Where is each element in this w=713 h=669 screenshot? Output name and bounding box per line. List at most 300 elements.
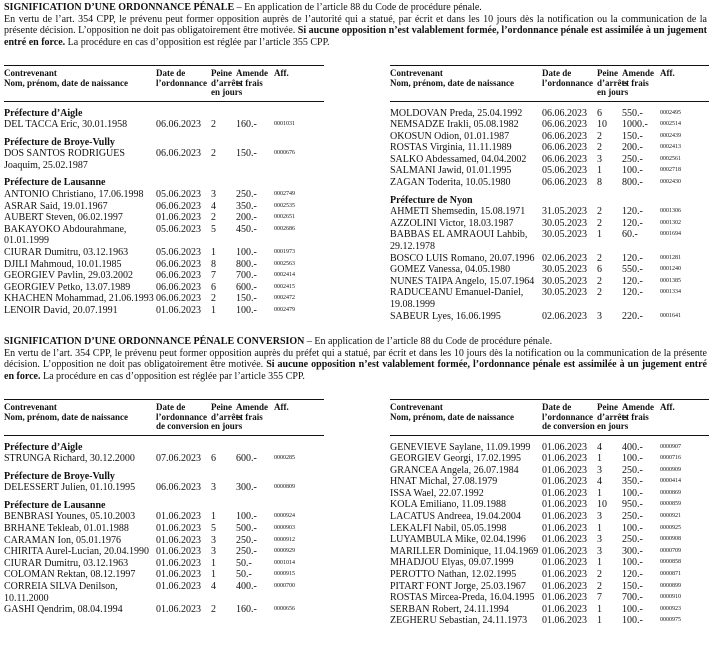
order-date: 01.06.2023 <box>156 523 201 535</box>
table-row <box>4 482 324 494</box>
fine-amount: 350.- <box>622 476 643 488</box>
fine-amount: 100.- <box>236 511 257 523</box>
table-header <box>390 399 709 436</box>
detention-days: 1 <box>211 305 216 316</box>
detention-days: 4 <box>211 200 216 212</box>
offender-name: BRHANE Tekleab, 01.01.1988 <box>4 523 129 535</box>
offender-name: DELESSERT Julien, 01.10.1995 <box>4 482 136 494</box>
table-header <box>4 65 324 102</box>
case-number: 0001973 <box>274 249 295 256</box>
fine-amount: 120.- <box>622 287 643 299</box>
detention-days: 1 <box>597 557 602 569</box>
table-row <box>4 511 324 523</box>
case-number: 0002718 <box>660 167 681 174</box>
table-row <box>390 592 709 604</box>
column-header-name: Contrevenant Nom, prénom, date de naissance <box>390 402 514 422</box>
table-row <box>4 546 324 558</box>
detention-days: 6 <box>211 281 216 293</box>
case-number: 0000929 <box>274 548 295 555</box>
case-number: 0001031 <box>274 121 295 128</box>
case-number: 0002535 <box>274 202 295 209</box>
offender-name: LEKALFI Nabil, 05.05.1998 <box>390 522 507 534</box>
fine-amount: 100.- <box>622 453 643 465</box>
order-date: 30.05.2023 <box>542 287 587 299</box>
table-row <box>390 229 709 252</box>
order-date: 30.05.2023 <box>542 264 587 276</box>
offender-name: SERBAN Robert, 24.11.1994 <box>390 603 509 615</box>
detention-days: 1 <box>597 165 602 177</box>
order-date: 07.06.2023 <box>156 453 201 465</box>
case-number: 0000700 <box>274 583 295 590</box>
offender-name: ROSTAS Virginia, 11.11.1989 <box>390 142 512 154</box>
order-date: 01.06.2023 <box>542 545 587 557</box>
order-date: 06.06.2023 <box>156 270 201 282</box>
table-row <box>390 287 709 310</box>
offender-name: KHACHEN Mohammad, 21.06.1993 <box>4 293 154 305</box>
order-date: 06.06.2023 <box>156 293 201 305</box>
case-number: 0002749 <box>274 191 295 198</box>
offender-name: GEORGIEV Georgi, 17.02.1995 <box>390 453 522 465</box>
fine-amount: 120.- <box>622 252 643 264</box>
offender-name: RADUCEANU Emanuel-Daniel, 19.08.1999 <box>390 287 524 310</box>
case-number: 0002413 <box>660 144 681 151</box>
table-row <box>4 523 324 535</box>
order-date: 01.06.2023 <box>156 546 201 558</box>
offender-name: OKOSUN Odion, 01.01.1987 <box>390 130 510 142</box>
offender-name: DOS SANTOS RODRIGUES Joaquim, 25.02.1987 <box>4 148 125 171</box>
table-row <box>4 224 324 247</box>
fine-amount: 100.- <box>622 165 643 177</box>
order-date: 30.05.2023 <box>542 275 587 287</box>
order-date: 01.06.2023 <box>542 592 587 604</box>
detention-days: 2 <box>597 275 602 287</box>
detention-days: 5 <box>211 523 216 535</box>
offender-name: BENBRASI Younes, 05.10.2003 <box>4 511 136 523</box>
detention-days: 2 <box>597 142 602 154</box>
detention-days: 3 <box>597 534 602 546</box>
case-number: 0000923 <box>660 605 681 612</box>
order-date: 02.06.2023 <box>542 310 587 322</box>
table-row <box>390 131 709 143</box>
case-number: 0002514 <box>660 121 681 128</box>
detention-days: 1 <box>597 615 602 627</box>
order-date: 01.06.2023 <box>542 603 587 615</box>
fine-amount: 200.- <box>622 142 643 154</box>
case-number: 0002414 <box>274 272 295 279</box>
case-number: 0001385 <box>660 277 681 284</box>
fine-amount: 300.- <box>236 482 257 494</box>
case-number: 0002439 <box>660 132 681 139</box>
fine-amount: 450.- <box>236 223 257 235</box>
offender-name: ASRAR Said, 19.01.1967 <box>4 200 108 212</box>
offender-name: GRANCEA Angela, 26.07.1984 <box>390 464 519 476</box>
offender-name: BOSCO LUIS Romano, 20.07.1996 <box>390 252 535 264</box>
case-number: 0001334 <box>660 289 681 296</box>
order-date: 30.05.2023 <box>542 229 587 241</box>
case-number: 0001302 <box>660 219 681 226</box>
section1-title-rest: – En application de l’article 88 du Code de procédure pénale. <box>234 2 482 13</box>
offender-name: CARAMAN Ion, 05.01.1976 <box>4 534 121 546</box>
detention-days: 10 <box>597 119 607 131</box>
column-header-fine: Amende et frais <box>236 402 268 422</box>
case-number: 0002561 <box>660 155 681 162</box>
section1-body-end: La procédure en cas d’opposition est réglée par l’article 355 CPP. <box>65 36 330 48</box>
fine-amount: 800.- <box>236 258 257 270</box>
detention-days: 4 <box>597 476 602 488</box>
case-number: 0000859 <box>660 501 681 508</box>
offender-name: GASHI Qendrim, 08.04.1994 <box>4 604 123 616</box>
fine-amount: 500.- <box>236 523 257 535</box>
fine-amount: 300.- <box>622 545 643 557</box>
detention-days: 2 <box>211 293 216 305</box>
table-row <box>390 264 709 276</box>
fine-amount: 100.- <box>622 557 643 569</box>
column-header-date: Date de l’ordonnance de conversion <box>542 402 595 431</box>
detention-days: 3 <box>597 545 602 557</box>
offender-name: SALKO Abdessamed, 04.04.2002 <box>390 153 527 165</box>
offender-name: BABBAS EL AMRAOUI Lahbib, 29.12.1978 <box>390 229 528 253</box>
fine-amount: 100.- <box>622 603 643 615</box>
order-date: 01.06.2023 <box>156 581 201 593</box>
order-date: 01.06.2023 <box>156 557 201 569</box>
fine-amount: 400.- <box>236 581 257 593</box>
table-row <box>4 581 324 604</box>
case-number: 0000709 <box>660 547 681 554</box>
column-header-name: Contrevenant Nom, prénom, date de naissance <box>390 68 514 88</box>
order-date: 01.06.2023 <box>542 499 587 511</box>
offender-name: AUBERT Steven, 06.02.1997 <box>4 212 123 224</box>
case-number: 0000909 <box>660 466 681 473</box>
fine-amount: 120.- <box>622 275 643 287</box>
section2-body-bold: Si aucune opposition n’est valablement formée, l’ordonnance pénale est assimilée à un jugement entré en force. <box>4 359 707 382</box>
order-date: 06.06.2023 <box>156 148 201 160</box>
order-date: 06.06.2023 <box>542 177 587 189</box>
case-number: 0000903 <box>274 525 295 532</box>
order-date: 06.06.2023 <box>156 119 201 131</box>
offender-name: HNAT Michal, 27.08.1979 <box>390 476 498 488</box>
case-number: 0001014 <box>274 559 295 566</box>
order-date: 01.06.2023 <box>542 557 587 569</box>
order-date: 06.06.2023 <box>156 482 201 494</box>
fine-amount: 100.- <box>236 305 257 316</box>
order-date: 01.06.2023 <box>542 441 587 453</box>
column-header-date: Date de l’ordonnance <box>156 68 208 88</box>
prefecture-heading: Préfecture d’Aigle <box>4 441 83 453</box>
case-number: 0000871 <box>660 571 681 578</box>
table-row <box>390 206 709 218</box>
fine-amount: 160.- <box>236 604 257 616</box>
case-number: 0002651 <box>274 214 295 221</box>
detention-days: 6 <box>211 453 216 465</box>
table-row <box>4 119 324 131</box>
fine-amount: 1000.- <box>622 119 648 131</box>
table-row <box>4 569 324 581</box>
detention-days: 1 <box>211 247 216 259</box>
order-date: 06.06.2023 <box>542 153 587 165</box>
order-date: 01.06.2023 <box>542 511 587 523</box>
order-date: 01.06.2023 <box>542 615 587 627</box>
order-date: 01.06.2023 <box>542 464 587 476</box>
detention-days: 2 <box>597 217 602 229</box>
offender-name: CIURAR Dumitru, 03.12.1963 <box>4 247 129 259</box>
table-row <box>390 177 709 189</box>
case-number: 0000414 <box>660 478 681 485</box>
order-date: 01.06.2023 <box>542 580 587 592</box>
case-number: 0000285 <box>274 455 295 462</box>
detention-days: 7 <box>597 592 602 604</box>
fine-amount: 550.- <box>622 107 643 119</box>
fine-amount: 120.- <box>622 217 643 229</box>
table-row <box>390 165 709 177</box>
detention-days: 3 <box>597 464 602 476</box>
detention-days: 1 <box>211 557 216 569</box>
table-row <box>390 488 709 500</box>
fine-amount: 50.- <box>236 557 252 569</box>
order-date: 05.06.2023 <box>156 247 201 259</box>
case-number: 0000921 <box>660 513 681 520</box>
table-row <box>390 581 709 593</box>
offender-name: DJILI Mahmoud, 10.01.1985 <box>4 258 122 270</box>
table-row <box>4 259 324 271</box>
detention-days: 4 <box>597 441 602 453</box>
column-header-aff: Aff. <box>274 68 289 78</box>
case-number: 0002430 <box>660 179 681 186</box>
table-row <box>390 465 709 477</box>
case-number: 0000910 <box>660 594 681 601</box>
case-number: 0000975 <box>660 617 681 624</box>
case-number: 0000912 <box>274 536 295 543</box>
offender-name: SABEUR Lyes, 16.06.1995 <box>390 310 501 322</box>
order-date: 01.06.2023 <box>542 453 587 465</box>
table-row <box>4 189 324 201</box>
column-header-days: Peine d’arrêts en jours <box>211 402 243 431</box>
offender-name: BAKAYOKO Abdourahmane, 01.01.1999 <box>4 223 127 247</box>
table-row <box>4 305 324 317</box>
table-row <box>390 142 709 154</box>
case-number: 0000858 <box>660 559 681 566</box>
section2-title: SIGNIFICATION D’UNE ORDONNANCE PÉNALE CONVERSION <box>4 336 305 347</box>
order-date: 05.06.2023 <box>156 223 201 235</box>
offender-name: NEMSADZE Irakli, 05.08.1982 <box>390 119 519 131</box>
case-number: 0002472 <box>274 295 295 302</box>
table-row <box>4 212 324 224</box>
order-date: 01.06.2023 <box>156 305 201 316</box>
order-date: 06.06.2023 <box>542 142 587 154</box>
fine-amount: 950.- <box>622 499 643 511</box>
order-date: 31.05.2023 <box>542 206 587 218</box>
order-date: 06.06.2023 <box>156 281 201 293</box>
detention-days: 2 <box>211 148 216 160</box>
detention-days: 4 <box>211 581 216 593</box>
fine-amount: 700.- <box>622 592 643 604</box>
section1-table-left <box>4 65 324 317</box>
table-header <box>390 65 709 102</box>
fine-amount: 160.- <box>236 119 257 131</box>
table-row <box>390 615 709 627</box>
detention-days: 8 <box>211 258 216 270</box>
case-number: 0002686 <box>274 225 295 232</box>
offender-name: CHIRITA Aurel-Lucian, 20.04.1990 <box>4 546 150 558</box>
case-number: 0001240 <box>660 266 681 273</box>
offender-name: ISSA Wael, 22.07.1992 <box>390 487 484 499</box>
case-number: 0002495 <box>660 109 681 116</box>
detention-days: 1 <box>597 603 602 615</box>
table-row <box>390 442 709 454</box>
offender-name: COLOMAN Rektan, 08.12.1997 <box>4 569 136 581</box>
fine-amount: 800.- <box>622 177 643 189</box>
offender-name: CORREIA SILVA Denilson, 10.11.2000 <box>4 581 118 604</box>
order-date: 01.06.2023 <box>156 604 201 616</box>
case-number: 0000925 <box>660 524 681 531</box>
offender-name: MHADJOU Elyas, 09.07.1999 <box>390 557 514 569</box>
case-number: 0000716 <box>660 455 681 462</box>
case-number: 0001694 <box>660 231 681 238</box>
table-row <box>390 154 709 166</box>
fine-amount: 100.- <box>622 615 643 627</box>
fine-amount: 150.- <box>236 293 257 305</box>
detention-days: 3 <box>211 534 216 546</box>
offender-name: MARILLER Dominique, 11.04.1969 <box>390 545 539 557</box>
order-date: 02.06.2023 <box>542 252 587 264</box>
detention-days: 5 <box>211 223 216 235</box>
table-header <box>4 399 324 436</box>
table-row <box>4 604 324 616</box>
detention-days: 2 <box>597 130 602 142</box>
table-row <box>390 476 709 488</box>
case-number: 0000656 <box>274 606 295 613</box>
table-row <box>4 558 324 570</box>
offender-name: DEL TACCA Eric, 30.01.1958 <box>4 119 128 131</box>
prefecture-heading: Préfecture de Broye-Vully <box>4 470 115 482</box>
detention-days: 2 <box>597 206 602 218</box>
section1-title: SIGNIFICATION D’UNE ORDONNANCE PÉNALE <box>4 2 235 13</box>
table-row <box>4 293 324 305</box>
detention-days: 6 <box>597 107 602 119</box>
offender-name: LUYAMBULA Mike, 02.04.1996 <box>390 534 526 546</box>
section2-table-left <box>4 399 324 616</box>
detention-days: 1 <box>597 487 602 499</box>
section2-notice <box>4 336 707 382</box>
detention-days: 2 <box>597 580 602 592</box>
case-number: 0002563 <box>274 260 295 267</box>
table-row <box>390 453 709 465</box>
order-date: 01.06.2023 <box>156 569 201 581</box>
fine-amount: 100.- <box>622 487 643 499</box>
order-date: 06.06.2023 <box>542 130 587 142</box>
order-date: 01.06.2023 <box>542 476 587 488</box>
order-date: 01.06.2023 <box>156 534 201 546</box>
order-date: 01.06.2023 <box>542 522 587 534</box>
offender-name: ZAGAN Toderita, 10.05.1980 <box>390 177 511 189</box>
column-header-aff: Aff. <box>274 402 289 412</box>
order-date: 30.05.2023 <box>542 217 587 229</box>
order-date: 01.06.2023 <box>542 569 587 581</box>
detention-days: 10 <box>597 499 607 511</box>
table-row <box>390 499 709 511</box>
column-header-days: Peine d’arrêts en jours <box>597 402 629 431</box>
order-date: 06.06.2023 <box>156 258 201 270</box>
fine-amount: 250.- <box>236 189 257 201</box>
fine-amount: 550.- <box>622 264 643 276</box>
detention-days: 2 <box>597 252 602 264</box>
fine-amount: 700.- <box>236 270 257 282</box>
offender-name: GEORGIEV Pavlin, 29.03.2002 <box>4 270 133 282</box>
fine-amount: 250.- <box>236 534 257 546</box>
section2-table-right <box>390 399 709 627</box>
table-row <box>4 270 324 282</box>
offender-name: STRUNGA Richard, 30.12.2000 <box>4 453 135 465</box>
table-row <box>390 218 709 230</box>
column-header-aff: Aff. <box>660 402 675 412</box>
detention-days: 2 <box>211 604 216 616</box>
table-row <box>390 311 709 323</box>
section1-body: En vertu de l’art. 354 CPP, le prévenu peut former opposition auprès de l’autorité qui a statué, par écrit et dans les 10 jours dès la notification ou la communication de la présente décision. L’opposition ne doit pas obligatoirement être motivée. <box>4 13 707 37</box>
table-row <box>390 523 709 535</box>
fine-amount: 350.- <box>236 200 257 212</box>
prefecture-heading: Préfecture de Broye-Vully <box>4 136 115 148</box>
prefecture-heading: Préfecture d’Aigle <box>4 107 83 119</box>
column-header-name: Contrevenant Nom, prénom, date de naissance <box>4 68 128 88</box>
section1-body-bold: Si aucune opposition n’est valablement formée, l’ordonnance pénale est assimilée à un jugement entré en force. <box>4 25 707 48</box>
order-date: 06.06.2023 <box>542 107 587 119</box>
column-header-aff: Aff. <box>660 68 675 78</box>
fine-amount: 50.- <box>236 569 252 581</box>
offender-name: GENEVIEVE Saylane, 11.09.1999 <box>390 441 531 453</box>
order-date: 01.06.2023 <box>156 212 201 224</box>
offender-name: MOLDOVAN Preda, 25.04.1992 <box>390 107 523 119</box>
section2-title-rest: – En application de l’article 88 du Code de procédure pénale. <box>304 336 553 347</box>
fine-amount: 150.- <box>236 148 257 160</box>
detention-days: 3 <box>597 153 602 165</box>
detention-days: 1 <box>211 511 216 523</box>
detention-days: 7 <box>211 270 216 282</box>
offender-name: CIURAR Dumitru, 03.12.1963 <box>4 557 129 569</box>
table-row <box>390 253 709 265</box>
offender-name: KOLA Emiliano, 11.09.1988 <box>390 499 507 511</box>
case-number: 0000915 <box>274 571 295 578</box>
fine-amount: 250.- <box>622 534 643 546</box>
table-row <box>4 535 324 547</box>
column-header-days: Peine d’arrêts en jours <box>597 68 629 97</box>
offender-name: GOMEZ Vanessa, 04.05.1980 <box>390 264 511 276</box>
fine-amount: 250.- <box>622 511 643 523</box>
table-row <box>390 534 709 546</box>
prefecture-heading: Préfecture de Lausanne <box>4 177 106 189</box>
order-date: 06.06.2023 <box>156 200 201 212</box>
fine-amount: 220.- <box>622 310 643 322</box>
detention-days: 1 <box>597 453 602 465</box>
table-row <box>390 276 709 288</box>
table-row <box>4 453 324 465</box>
column-header-fine: Amende et frais <box>236 68 268 88</box>
order-date: 05.06.2023 <box>542 165 587 177</box>
fine-amount: 120.- <box>622 569 643 581</box>
column-header-days: Peine d’arrêts en jours <box>211 68 243 97</box>
case-number: 0001281 <box>660 254 681 261</box>
section2-body: En vertu de l’art. 354 CPP, le prévenu peut former opposition auprès du préfet qui a statué, par écrit et dans les 10 jours dès la notification ou la communication de la présente décision. L’opposition ne doit pas obligatoirement être motivée. <box>4 347 707 371</box>
fine-amount: 250.- <box>622 153 643 165</box>
fine-amount: 250.- <box>622 464 643 476</box>
case-number: 0002479 <box>274 307 295 313</box>
column-header-name: Contrevenant Nom, prénom, date de naissance <box>4 402 128 422</box>
table-row <box>390 511 709 523</box>
offender-name: PEROTTO Nathan, 12.02.1995 <box>390 569 517 581</box>
detention-days: 3 <box>211 189 216 201</box>
detention-days: 1 <box>211 569 216 581</box>
case-number: 0000908 <box>660 536 681 543</box>
fine-amount: 120.- <box>622 206 643 218</box>
case-number: 0000907 <box>660 443 681 450</box>
